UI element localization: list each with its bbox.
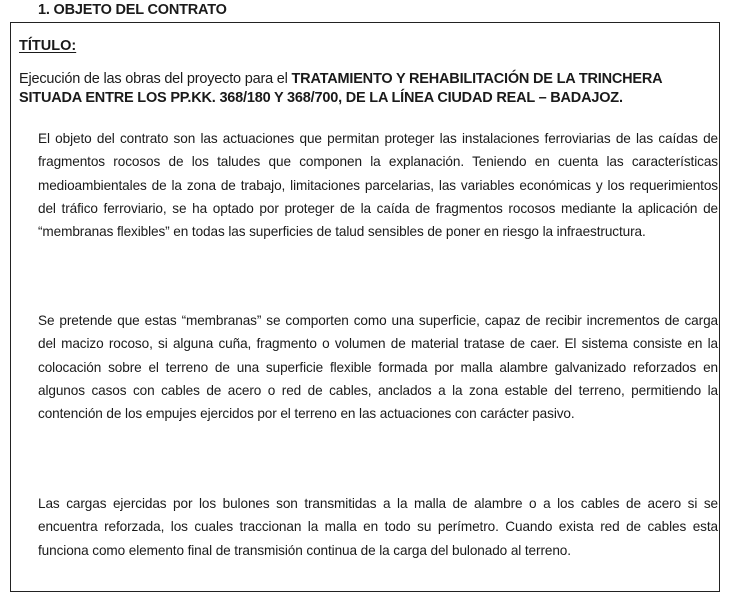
project-title <box>19 70 719 108</box>
paragraph-membranas: Se pretende que estas “membranas” se comporten como una superficie, capaz de recibir incrementos de carga del macizo rocoso, si alguna cuña, fragmento o volumen de material tratase de caer. El sistema consiste en la colocación sobre el terreno de una superficie flexible formada por malla alambre galvanizado reforzados en algunos casos con cables de acero o red de cables, anclados a la zona estable del terreno, permitiendo la contención de los empujes ejercidos por el terreno en las actuaciones con carácter pasivo. <box>38 313 718 422</box>
title-label: TÍTULO: <box>19 38 77 54</box>
project-title-prefix: Ejecución de las obras del proyecto para el <box>19 71 292 87</box>
paragraph-objeto: El objeto del contrato son las actuaciones que permitan proteger las instalaciones ferroviarias de las caídas de fragmentos rocosos de los taludes que componen la explanación. Teniendo en cuenta las características medioambientales de la zona de trabajo, limitaciones parcelarias, las variables económicas y los requerimientos del tráfico ferroviario, se ha optado por proteger de la caída de fragmentos rocosos mediante la aplicación de “membranas flexibles” en todas las superficies de talud sensibles de poner en riesgo la infraestructura. <box>38 131 718 240</box>
project-title-bold: TRATAMIENTO Y REHABILITACIÓN DE LA TRINCHERA SITUADA ENTRE LOS PP.KK. 368/180 Y 368/700, DE LA LÍNEA CIUDAD REAL – BADAJOZ. <box>19 71 662 106</box>
section-heading: 1. OBJETO DEL CONTRATO <box>38 2 227 18</box>
paragraph-cargas: Las cargas ejercidas por los bulones son transmitidas a la malla de alambre o a los cables de acero si se encuentra reforzada, los cuales traccionan la malla en todo su perímetro. Cuando exista red de cables esta funciona como elemento final de transmisión continua de la carga del bulonado al terreno. <box>38 496 718 558</box>
